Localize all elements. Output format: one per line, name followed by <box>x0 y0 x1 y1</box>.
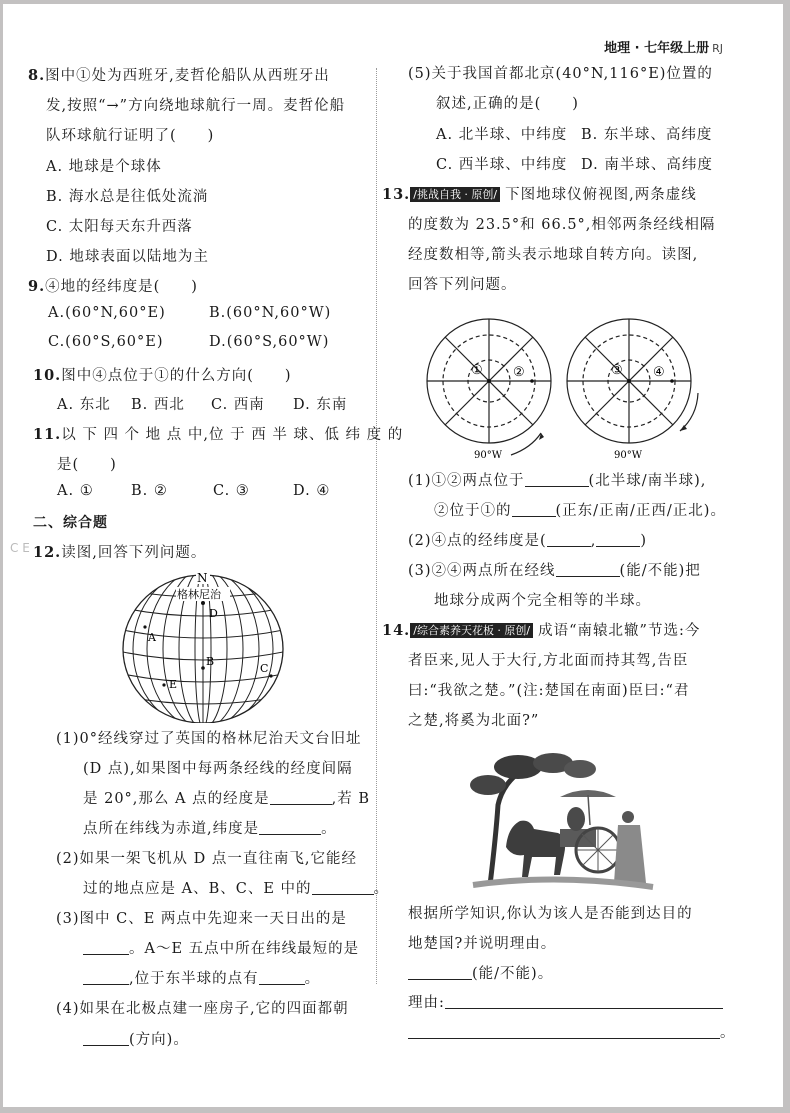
q5-option-a[interactable]: A. 北半球、中纬度 <box>436 127 568 143</box>
q14-line-1 <box>382 619 700 640</box>
q10-number: 10. <box>33 367 62 384</box>
q9-number: 9. <box>28 278 46 295</box>
q9-option-b[interactable]: B.(60°N,60°W) <box>209 305 332 321</box>
q13-line-4: 回答下列问题。 <box>408 277 517 293</box>
rotation-arrow-2-icon <box>680 425 687 431</box>
q9-option-c[interactable]: C.(60°S,60°E) <box>48 334 164 350</box>
q12-p3-line-1: (3)图中 C、E 两点中先迎来一天日出的是 <box>56 911 347 927</box>
q13-hemisphere-blank[interactable] <box>525 472 589 487</box>
q12-p1-end: 。 <box>321 821 337 837</box>
q13-line-2: 的度数为 23.5°和 66.5°,相邻两条经线相隔 <box>408 217 716 233</box>
q12-shortest-blank[interactable] <box>83 970 129 985</box>
q14-reason-blank-1[interactable] <box>445 994 723 1009</box>
horse-icon <box>506 821 565 877</box>
q14-number: 14. <box>382 622 411 639</box>
q14-line-4: 之楚,将奚为北面?” <box>408 713 540 729</box>
pole-dot-2 <box>627 379 631 383</box>
q5-option-c[interactable]: C. 西半球、中纬度 <box>436 157 568 173</box>
q11-option-d[interactable]: D. ④ <box>293 483 331 499</box>
q10-text: 图中④点位于①的什么方向( ) <box>61 368 292 384</box>
q12-a-longitude-blank[interactable] <box>270 790 332 805</box>
q12-sunrise-blank[interactable] <box>83 940 129 955</box>
q10-option-c[interactable]: C. 西南 <box>211 397 265 413</box>
q13-line-1 <box>382 183 697 204</box>
page-header <box>604 37 723 56</box>
q11-option-b[interactable]: B. ② <box>131 483 168 499</box>
point-a-dot <box>143 625 146 628</box>
q13-direction-blank[interactable] <box>512 502 556 517</box>
q12-text: 读图,回答下列问题。 <box>61 545 207 561</box>
chariot-illustration <box>468 745 658 890</box>
diagram-1-longitude-label: 90°W <box>474 450 503 461</box>
point-c-dot <box>269 674 272 677</box>
q5-option-d[interactable]: D. 南半球、高纬度 <box>581 157 713 173</box>
q13-can-cannot-blank[interactable] <box>556 562 620 577</box>
q13-p2-comma: , <box>590 533 597 549</box>
q10-stem <box>33 364 292 385</box>
q13-p3-hint: (能/不能)把 <box>619 563 701 579</box>
q5-line-1: (5)关于我国首都北京(40°N,116°E)位置的 <box>408 66 713 82</box>
q14-can-cannot-blank[interactable] <box>408 965 472 980</box>
q10-option-a[interactable]: A. 东北 <box>57 397 111 413</box>
q11-line-2: 是( ) <box>57 457 117 473</box>
point-e-label: E <box>169 678 178 691</box>
q9-option-a[interactable]: A.(60°N,60°E) <box>48 305 166 321</box>
q12-p1-line-4 <box>83 817 337 838</box>
point-4-dot <box>670 379 674 383</box>
q12-p2-end: 。 <box>373 881 390 897</box>
q12-east-hemisphere-blank[interactable] <box>259 970 305 985</box>
q12-p1-text-a: 是 20°,那么 A 点的经度是 <box>83 791 270 807</box>
polar-diagram-2 <box>567 319 698 443</box>
q13-line-3: 经度数相等,箭头表示地球自转方向。读图, <box>408 247 699 263</box>
polar-diagram-1 <box>427 319 551 455</box>
q14-reason-label: 理由: <box>408 995 445 1011</box>
q13-p1-line-2 <box>434 499 726 520</box>
q11-option-a[interactable]: A. ① <box>57 483 94 499</box>
point-1-label: ① <box>471 363 483 378</box>
globe-diagram <box>118 567 288 723</box>
point-b-label: B <box>206 655 215 668</box>
globe-north-label: N <box>197 571 208 585</box>
q5-line-2: 叙述,正确的是( ) <box>436 96 579 112</box>
point-a-label: A <box>148 631 156 644</box>
q14-end-mark: 。 <box>720 1025 736 1041</box>
q12-p3-text: 。A～E 五点中所在纬线最短的是 <box>129 941 360 957</box>
q8-line-1 <box>28 64 330 85</box>
q12-p2-line-2 <box>83 877 389 898</box>
q8-text: 图中①处为西班牙,麦哲伦船队从西班牙出 <box>45 68 330 84</box>
point-e-dot <box>162 683 165 686</box>
point-2-label: ② <box>513 365 525 380</box>
q12-p1-line-1: (1)0°经线穿过了英国的格林尼治天文台旧址 <box>56 731 362 747</box>
q12-p1-line-3 <box>83 787 370 808</box>
q8-option-c[interactable]: C. 太阳每天东升西落 <box>46 219 193 235</box>
q8-option-d[interactable]: D. 地球表面以陆地为主 <box>46 249 209 265</box>
q12-p1-text-c: 点所在纬线为赤道,纬度是 <box>83 821 260 837</box>
q14-after-line-2: 地楚国?并说明理由。 <box>408 936 557 952</box>
header-edition: RJ <box>712 42 723 55</box>
point-2-dot <box>530 379 534 383</box>
q5-option-b[interactable]: B. 东半球、高纬度 <box>581 127 713 143</box>
point-d-dot <box>201 601 205 605</box>
margin-mark: C E <box>10 541 30 555</box>
q14-line-2: 者臣来,见人于大行,方北面而持其驾,告臣 <box>408 653 689 669</box>
q13-p1-hint: (北半球/南半球), <box>588 473 707 489</box>
q12-p3-text-b: ,位于东半球的点有 <box>129 971 259 987</box>
polar-view-diagrams <box>408 316 708 466</box>
q14-text: 成语“南辕北辙”节选:今 <box>538 623 701 639</box>
q13-p1-line-1 <box>408 469 706 490</box>
diagram-2-longitude-label: 90°W <box>614 450 643 461</box>
ground <box>473 879 653 887</box>
q11-option-c[interactable]: C. ③ <box>213 483 250 499</box>
q12-p3-end: 。 <box>304 971 321 987</box>
q12-direction-blank[interactable] <box>83 1031 129 1046</box>
q10-option-d[interactable]: D. 东南 <box>293 397 348 413</box>
q11-text: 以 下 四 个 地 点 中,位 于 西 半 球、低 纬 度 的 <box>61 427 404 443</box>
q12-p2-blank[interactable] <box>312 880 374 895</box>
point-d-label: D <box>209 607 218 620</box>
q12-number: 12. <box>33 544 62 561</box>
q14-reason-line-2 <box>408 1021 736 1042</box>
q11-line-1 <box>33 423 403 444</box>
person-icon <box>614 811 646 883</box>
q12-b-latitude-blank[interactable] <box>259 820 321 835</box>
q12-p4-line-1: (4)如果在北极点建一座房子,它的四面都朝 <box>56 1001 349 1017</box>
greenwich-label: 格林尼治 <box>177 588 221 601</box>
q14-answer-hint: (能/不能)。 <box>472 966 554 982</box>
q9-stem <box>28 275 198 296</box>
q12-p3-line-2 <box>83 937 359 958</box>
q11-number: 11. <box>33 426 62 443</box>
q12-p3-line-3 <box>83 967 320 988</box>
q13-p1-text: (1)①②两点位于 <box>408 473 525 489</box>
q8-number: 8. <box>28 67 46 84</box>
q12-p1-text-b: ,若 B <box>331 791 370 807</box>
column-divider <box>376 68 377 984</box>
q8-option-a[interactable]: A. 地球是个球体 <box>46 159 162 175</box>
q14-reason-line <box>408 991 723 1012</box>
q12-p4-text: (方向)。 <box>129 1032 189 1048</box>
q13-p2-end: ) <box>640 533 647 549</box>
q13-p2-text: (2)④点的经纬度是( <box>408 533 547 549</box>
q13-text: 下图地球仪俯视图,两条虚线 <box>505 187 697 203</box>
q12-p4-line-2 <box>83 1028 189 1049</box>
q13-p1-text-b: ②位于①的 <box>434 503 512 519</box>
q12-stem <box>33 541 206 562</box>
q14-after-line-1: 根据所学知识,你认为该人是否能到达目的 <box>408 906 693 922</box>
q13-number: 13. <box>382 186 411 203</box>
q13-p3-line-1 <box>408 559 701 580</box>
q12-p2-line-1: (2)如果一架飞机从 D 点一直往南飞,它能经 <box>56 851 357 867</box>
q8-option-b[interactable]: B. 海水总是往低处流淌 <box>46 189 209 205</box>
q13-longitude-blank[interactable] <box>596 532 640 547</box>
q12-p1-line-2: (D 点),如果图中每两条经线的经度间隔 <box>83 761 353 777</box>
q13-latitude-blank[interactable] <box>547 532 591 547</box>
q10-option-b[interactable]: B. 西北 <box>131 397 185 413</box>
pole-dot-1 <box>487 379 491 383</box>
q14-tag-badge: /综合素养天花板 · 原创/ <box>410 623 533 638</box>
q9-text: ④地的经纬度是( ) <box>45 279 198 295</box>
section-title: 二、综合题 <box>33 515 108 531</box>
worksheet-page <box>3 4 783 1107</box>
q8-line-2: 发,按照“→”方向绕地球航行一周。麦哲伦船 <box>46 98 346 114</box>
q13-p3-line-2: 地球分成两个完全相等的半球。 <box>434 593 651 609</box>
q13-p3-text: (3)②④两点所在经线 <box>408 563 556 579</box>
q14-reason-blank-2[interactable] <box>408 1024 720 1039</box>
q9-option-d[interactable]: D.(60°S,60°W) <box>209 334 330 350</box>
point-3-label: ③ <box>611 363 623 378</box>
q8-line-3: 队环球航行证明了( ) <box>46 128 215 144</box>
q14-line-3: 曰:“我欲之楚。”(注:楚国在南面)臣曰:“君 <box>408 683 690 699</box>
q12-p2-text: 过的地点应是 A、B、C、E 中的 <box>83 881 312 897</box>
point-b-dot <box>201 666 205 670</box>
header-subject: 地理 · 七年级上册 <box>604 41 710 56</box>
q13-p1-hint-b: (正东/正南/正西/正北)。 <box>555 503 726 519</box>
point-c-label: C <box>260 662 269 675</box>
point-4-label: ④ <box>653 365 665 380</box>
q13-p2-line <box>408 529 647 550</box>
q14-answer-line <box>408 962 553 983</box>
q13-tag-badge: /挑战自我 · 原创/ <box>410 187 500 202</box>
